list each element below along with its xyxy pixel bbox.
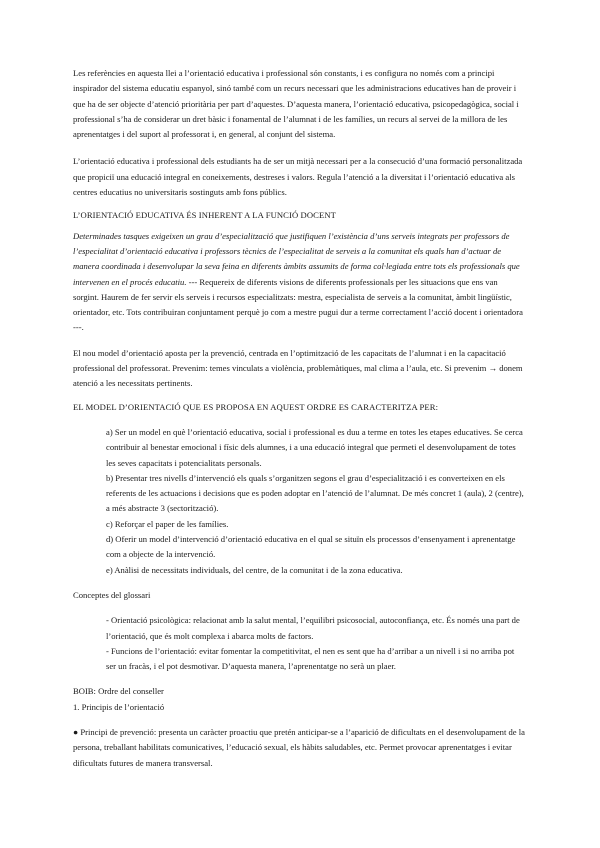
list-item: c) Reforçar el paper de les famílies. bbox=[106, 518, 229, 529]
italic-quote: Determinades tasques exigeixen un grau d’especialització que justifiquen l’existència d’uns serveis integrats per professors de l’especialitat d’orientació educativa i professors tècnics de l’especialitat de serveis a la comunitat els quals han d’actuar de manera coordinada i desenvolupar la seva feina en diferents àmbits assumits de forma col·legiada entre tots els professionals que intervenen en el procés educatiu. bbox=[73, 230, 520, 287]
paragraph-specialization bbox=[73, 229, 525, 336]
paragraph-intro: Les referències en aquesta llei a l’orientació educativa i professional són constants, i es configura no només com a principi inspirador del sistema educatiu espanyol, sinó també com un recurs necessari que les administracions educatives han de proveir i que ha de ser objecte d’atenció prioritària per part d’aquestes. D’aquesta manera, l’orientació educativa, psicopedagògica, social i professional s’ha de considerar un dret bàsic i fonamental de l’alumnat i de les famílies, un recurs al servei de la millora de les aprenentatges i del suport al professorat i, en general, al conjunt del sistema. bbox=[73, 68, 519, 140]
section-heading-inherent: L’ORIENTACIÓ EDUCATIVA ÉS INHERENT A LA FUNCIÓ DOCENT bbox=[73, 210, 336, 221]
bullet-text: Principi de prevenció: presenta un caràcter proactiu que pretén anticipar-se a l’aparició de dificultats en el desenvolupament de la persona, treballant habilitats comunicatives, l’educació sexual, els hàbits saludables, etc. Permet provocar aprenentatges i evitar dificultats futures de manera transversal. bbox=[73, 726, 525, 768]
section-heading-glossary: Conceptes del glossari bbox=[73, 589, 151, 600]
glossary-item: - Orientació psicològica: relacionat amb la salut mental, l’equilibri psicosocial, autoconfiança, etc. És només una part de l’orientació, que és molt complexa i abarca molts de factors. bbox=[106, 615, 520, 641]
bullet-paragraph bbox=[73, 725, 525, 771]
bullet-icon: ● bbox=[73, 726, 79, 737]
section-heading-model: EL MODEL D’ORIENTACIÓ QUE ES PROPOSA EN AQUEST ORDRE ES CARACTERITZA PER: bbox=[73, 401, 439, 412]
glossary-list bbox=[73, 613, 525, 674]
paragraph-prevention-model: El nou model d’orientació aposta per la prevenció, centrada en l’optimització de les capacitats de l’alumnat i en la capacitació professional del professorat. Prevenim: temes vinculats a violència, problemàtiques, mal clima a l’aula, etc. Si prevenim → donem atenció a les necessitats pertinents. bbox=[73, 347, 523, 389]
characteristics-list bbox=[73, 425, 525, 578]
paragraph-comment: --- Requereix de diferents visions de diferents professionals per les situacions que ens van sorgint. Haurem de fer servir els serveis i recursos especialitzats: mestra, especialista de serveis a la comunitat, àmbit lingüístic, orientador, etc. Tots contribuiran conjuntament perquè jo com a mestre pugui dur a terme correctament l’acció docent i orientadora ---. bbox=[73, 276, 523, 333]
list-item: e) Anàlisi de necessitats individuals, del centre, de la comunitat i de la zona educativa. bbox=[106, 564, 403, 575]
glossary-item: - Funcions de l’orientació: evitar fomentar la competitivitat, el nen es sent que ha d’arribar a un nivell i si no arriba pot ser un fracàs, i el pot desmotivar. D’aquesta manera, l’aprenentatge no serà un plaer. bbox=[106, 645, 515, 672]
list-item: d) Oferir un model d’intervenció d’orientació educativa en el qual se situïn els processos d’ensenyament i aprenentatge com a objecte de la intervenció. bbox=[106, 534, 516, 560]
boib-subtitle: 1. Principis de l’orientació bbox=[73, 701, 165, 712]
document-page bbox=[73, 66, 525, 771]
paragraph-orientation-purpose: L’orientació educativa i professional dels estudiants ha de ser un mitjà necessari per a la consecució d’una formació personalitzada que propiciï una educació integral en coneixements, destreses i valors. Regula l’atenció a la diversitat i l’orientació educativa als centres educatius no universitaris sostinguts amb fons públics. bbox=[73, 156, 523, 198]
list-item: a) Ser un model en què l’orientació educativa, social i professional es duu a terme en totes les etapes educatives. Se cerca contribuir al benestar emocional i físic dels alumnes, i a una educació integral que permeti el desenvolupament de totes les seves capacitats i potencialitats personals. bbox=[106, 426, 523, 468]
boib-title: BOIB: Ordre del conseller bbox=[73, 686, 164, 697]
list-item: b) Presentar tres nivells d’intervenció els quals s’organitzen segons el grau d’especialització i es converteixen en els referents de les actuacions i decisions que es poden adoptar en l’atenció de l’alumnat. De més concret 1 (aula), 2 (centre), a més abstracte 3 (sectorització). bbox=[106, 472, 524, 514]
